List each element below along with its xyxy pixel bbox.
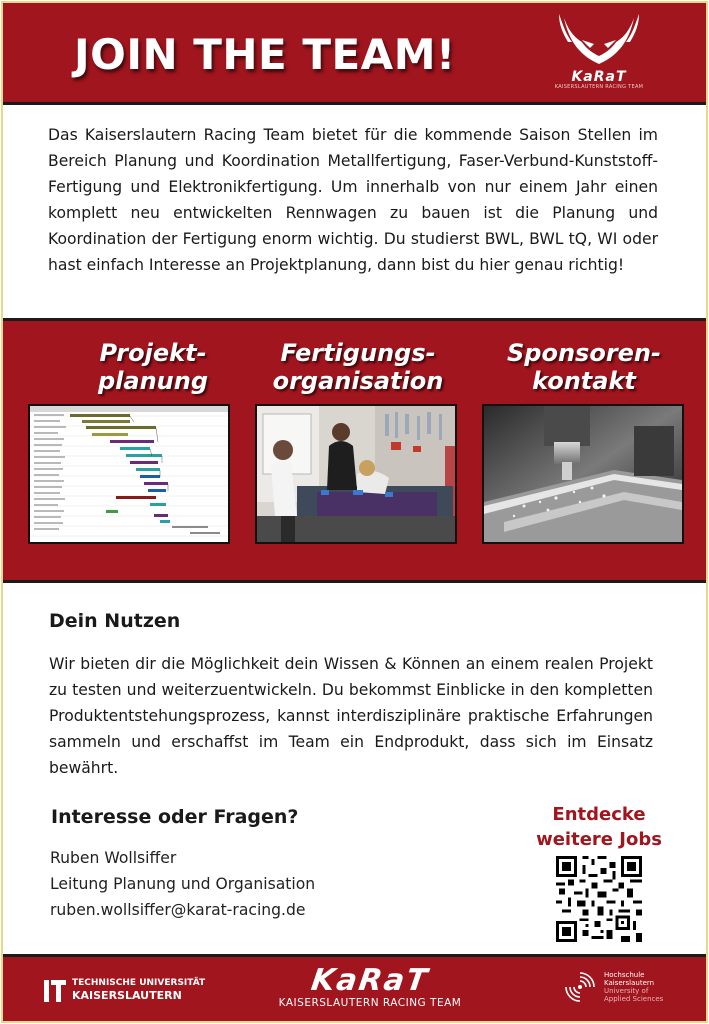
jobs-cta-line: weitere Jobs — [536, 829, 662, 850]
contact-name: Ruben Wollsiffer — [50, 849, 177, 867]
column-title-sponsorenkontakt — [479, 339, 689, 395]
gantt-chart-image — [28, 404, 230, 544]
column-title-line: Fertigungs- — [280, 339, 436, 367]
karat-footer-logo — [270, 963, 470, 1010]
column-title-line: kontakt — [532, 367, 636, 395]
contact-role: Leitung Planung und Organisation — [50, 875, 316, 893]
tu-emblem-icon — [44, 978, 66, 1002]
column-title-fertigungsorganisation — [253, 339, 463, 395]
jobs-cta-line: Entdecke — [552, 804, 646, 825]
column-title-line: planung — [97, 367, 209, 395]
hs-line-2: Kaiserslautern — [604, 979, 655, 987]
karat-footer-subtitle: KAISERSLAUTERN RACING TEAM — [278, 997, 462, 1009]
logo-subtitle: KAISERSLAUTERN RACING TEAM — [554, 84, 644, 90]
tu-kaiserslautern-logo — [44, 976, 205, 1004]
workshop-graphic — [257, 406, 455, 542]
hochschule-emblem-icon — [560, 967, 600, 1007]
page-title: JOIN THE TEAM! — [74, 30, 456, 79]
tu-line-2: KAISERSLAUTERN — [72, 989, 182, 1002]
column-title-line: Sponsoren- — [507, 339, 661, 367]
jobs-cta — [520, 802, 678, 852]
benefits-heading: Dein Nutzen — [49, 610, 181, 632]
contact-email-link[interactable]: ruben.wollsiffer@karat-racing.de — [50, 901, 306, 919]
hs-line-3: University of — [604, 987, 649, 995]
hs-line-4: Applied Sciences — [604, 995, 664, 1003]
benefits-text: Wir bieten dir die Möglichkeit dein Wissen & Können an einem realen Projekt zu testen und weiterzuentwickeln. Du bekommst Einblicke in den kompletten Produktentstehungsprozess, kannst interdisziplinäre praktische Erfahrungen sammeln und erschaffst im Team ein Endprodukt, dass sich im Einsatz bewährt. — [49, 655, 653, 777]
logo-brand: KaRaT — [571, 69, 627, 85]
intro-text: Das Kaiserslautern Racing Team bietet für die kommende Saison Stellen im Bereich Planung und Koordination Metallfertigung, Faser-Verbund-Kunststoff-Fertigung und Elektronikfertigung. Um innerhalb von nur einem Jahr einen komplett neu entwickelten Rennwagen zu bauen ist die Planung und Koordination der Fertigung enorm wichtig. Du studierst BWL, BWL tQ, WI oder hast einfach Interesse an Projektplanung, dann bist du hier genau richtig! — [48, 126, 658, 274]
gantt-chart-graphic — [30, 406, 228, 542]
cnc-graphic — [484, 406, 682, 542]
qr-code-graphic — [556, 856, 642, 942]
qr-code-icon[interactable] — [556, 856, 642, 942]
karat-mask-logo-icon — [556, 14, 642, 72]
hochschule-logo — [560, 962, 663, 1012]
column-title-line: organisation — [272, 367, 444, 395]
column-title-projektplanung — [48, 339, 258, 395]
workshop-team-image — [255, 404, 457, 544]
hs-line-1: Hochschule — [604, 971, 645, 979]
karat-footer-brand: KaRaT — [308, 963, 432, 998]
tu-line-1: TECHNISCHE UNIVERSITÄT — [72, 978, 206, 988]
cnc-milling-image — [482, 404, 684, 544]
contact-heading: Interesse oder Fragen? — [51, 806, 299, 828]
karat-logo — [553, 14, 645, 100]
column-title-line: Projekt- — [99, 339, 207, 367]
